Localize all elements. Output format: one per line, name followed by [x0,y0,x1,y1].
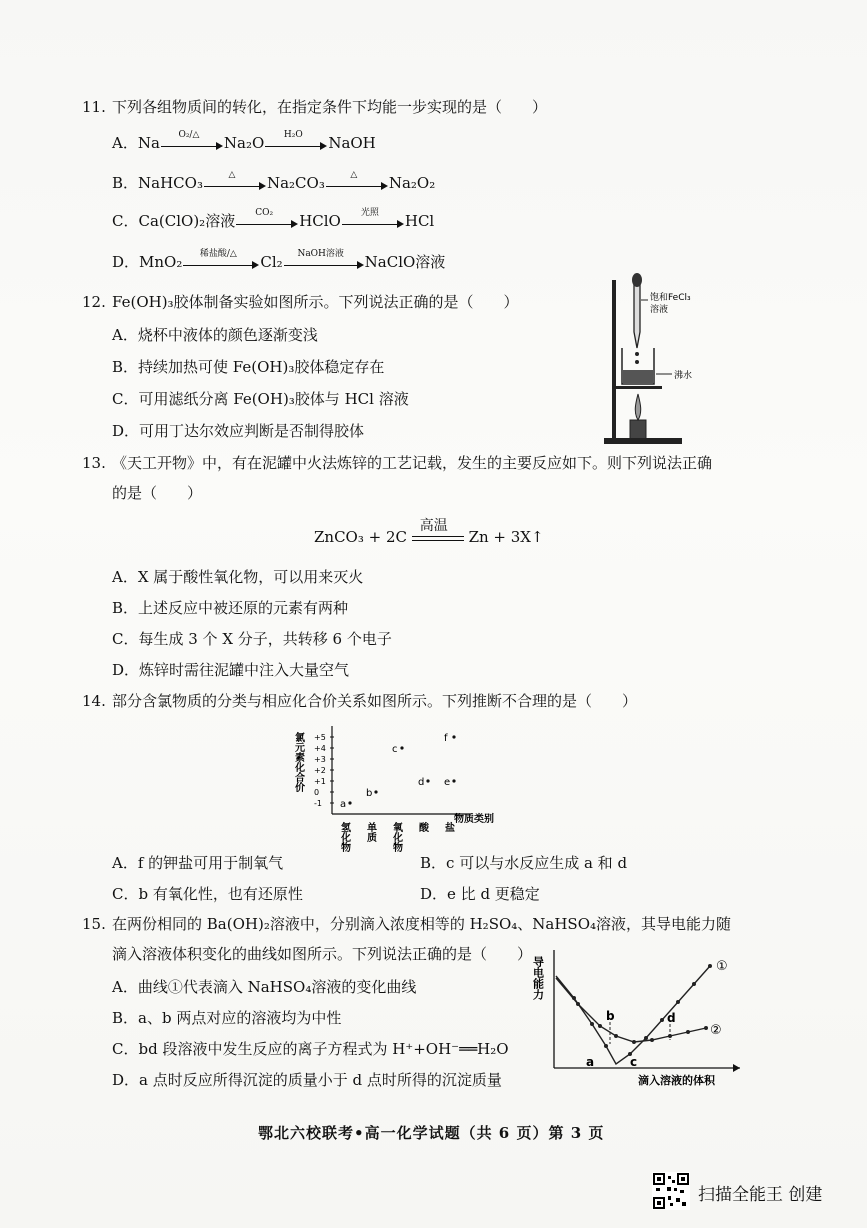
y-tick-label: +2 [314,766,326,775]
reaction-arrow-icon: CO₂ [236,215,298,229]
y-axis-label: 导电能力 [531,956,545,1000]
point-c-dot [400,746,403,749]
q15-option-b: B．a、b 两点对应的溶液均为中性 [112,1009,342,1027]
y-tick-label: +3 [314,755,326,764]
q15-option-c: C．bd 段溶液中发生反应的离子方程式为 H⁺+OH⁻══H₂O [112,1040,509,1058]
q12-option-d: D．可用丁达尔效应判断是否制得胶体 [112,422,365,440]
q13-stem-line1: 13. 《天工开物》中，有在泥罐中火法炼锌的工艺记载，发生的主要反应如下。则下列说法正确 [82,454,713,472]
label-fecl3: 饱和FeCl₃ [650,293,691,303]
dropper-icon [634,278,640,348]
y-tick-label: +4 [314,744,326,753]
q13-equation: ZnCO₃ + 2C 高温 Zn + 3X↑ [314,518,544,546]
reaction-arrow-icon: △ [326,177,388,191]
q12-option-c: C．可用滤纸分离 Fe(OH)₃胶体与 HCl 溶液 [112,390,409,408]
point-d-label: d [418,777,425,788]
alcohol-lamp-icon [630,420,646,438]
ring-support [614,386,662,389]
y-ticks [314,733,334,808]
reaction-arrow-icon: 光照 [342,215,404,229]
q13-option-c: C．每生成 3 个 X 分子，共转移 6 个电子 [112,630,392,648]
curve-1-label: ① [716,959,728,974]
q12-option-b: B．持续加热可使 Fe(OH)₃胶体稳定存在 [112,358,385,376]
reaction-arrow-icon: NaOH溶液 [284,256,364,270]
equal-sign-with-condition: 高温 [412,531,464,545]
q15-option-a: A．曲线①代表滴入 NaHSO₄溶液的变化曲线 [112,978,417,996]
page-footer: 鄂北六校联考•高一化学试题（共 6 页）第 3 页 [258,1124,605,1142]
x-category-label: 氧化物 [390,822,402,852]
q15-stem-line1: 15. 在两份相同的 Ba(OH)₂溶液中，分别滴入浓度相等的 H₂SO₄、NaHSO₄溶液，其导电能力随 [82,915,732,933]
point-f-dot [452,735,455,738]
point-e-dot [452,779,455,782]
q14-option-a: A．f 的钾盐可用于制氧气 [112,854,284,872]
point-c-label: c [630,1055,638,1069]
colloid-apparatus-diagram [600,270,725,450]
scanner-watermark: 扫描全能王 创建 [698,1185,823,1205]
flame-icon [635,394,640,420]
q15-stem-line2: 滴入溶液体积变化的曲线如图所示。下列说法正确的是（ ） [112,945,533,963]
q14-stem: 14. 部分含氯物质的分类与相应化合价关系如图所示。下列推断不合理的是（ ） [82,692,638,710]
q13-stem-line2: 的是（ ） [112,484,203,502]
label-boiling-water: 沸水 [674,371,693,381]
curve-2-markers [576,1002,708,1044]
x-axis-label: 滴入溶液的体积 [638,1074,715,1087]
droplet-icon [635,360,639,364]
dropper-bulb-icon [632,273,642,287]
y-tick-label: +1 [314,777,326,786]
q14-option-b: B．c 可以与水反应生成 a 和 d [420,854,628,872]
x-axis-label: 物质类别 [454,814,494,825]
point-a-dot [348,801,351,804]
reaction-arrow-icon: △ [204,177,266,191]
y-tick-label: +5 [314,733,326,742]
point-e-label: e [444,777,451,788]
iron-stand-base [604,438,682,444]
x-axis-arrow-icon [733,1064,740,1072]
boiling-water-icon [623,370,653,383]
q13-option-d: D．炼锌时需往泥罐中注入大量空气 [112,661,350,679]
q14-option-d: D．e 比 d 更稳定 [420,885,540,903]
point-f-label: f [444,733,448,744]
chlorine-valence-chart [292,722,522,852]
q11-option-b: B．NaHCO₃ △ Na₂CO₃ △ Na₂O₂ [112,170,436,192]
q13-option-a: A．X 属于酸性氧化物，可以用来灭火 [112,568,364,586]
curve-2-label: ② [710,1023,722,1038]
point-d-label: d [667,1011,676,1025]
reaction-arrow-icon: O₂/△ [161,137,223,151]
x-category-label: 酸 [416,822,428,832]
point-b-dot [374,790,377,793]
x-categories [339,821,455,853]
q15-option-d: D．a 点时反应所得沉淀的质量小于 d 点时所得的沉淀质量 [112,1071,502,1089]
x-category-label: 盐 [442,822,454,832]
q13-option-b: B．上述反应中被还原的元素有两种 [112,599,349,617]
q11-option-a: A．Na O₂/△ Na₂O H₂O NaOH [112,130,376,152]
q11-option-d: D．MnO₂ 稀盐酸/△ Cl₂ NaOH溶液 NaClO溶液 [112,249,446,271]
point-b-label: b [366,788,373,799]
y-axis-label: 氯元素化合价 [292,732,304,792]
y-tick-label: 0 [314,788,320,797]
q11-stem: 11. 下列各组物质间的转化，在指定条件下均能一步实现的是（ ） [82,98,548,116]
point-a-label: a [586,1055,595,1069]
curve-1 [556,966,710,1064]
label-solution: 溶液 [650,305,669,315]
reaction-arrow-icon: 稀盐酸/△ [183,256,259,270]
x-category-label: 单质 [364,822,376,842]
reaction-arrow-icon: H₂O [265,137,327,151]
point-a-label: a [340,799,347,810]
q12-option-a: A．烧杯中液体的颜色逐渐变浅 [112,326,318,344]
q14-option-c: C．b 有氧化性，也有还原性 [112,885,303,903]
conductivity-curve-diagram [531,944,764,1090]
q11-option-c: C．Ca(ClO)₂溶液 CO₂ HClO 光照 HCl [112,208,435,230]
q12-stem: 12. Fe(OH)₃胶体制备实验如图所示。下列说法正确的是（ ） [82,293,519,311]
curve-2 [556,978,706,1042]
point-d-dot [426,779,429,782]
droplet-icon [635,352,639,356]
point-c-label: c [392,744,398,755]
point-b-label: b [606,1009,615,1023]
qr-code-icon [652,1172,690,1210]
iron-stand-rod [612,280,616,440]
x-category-label: 氢化物 [338,822,350,852]
data-points [340,733,456,810]
y-tick-label: -1 [314,799,322,808]
